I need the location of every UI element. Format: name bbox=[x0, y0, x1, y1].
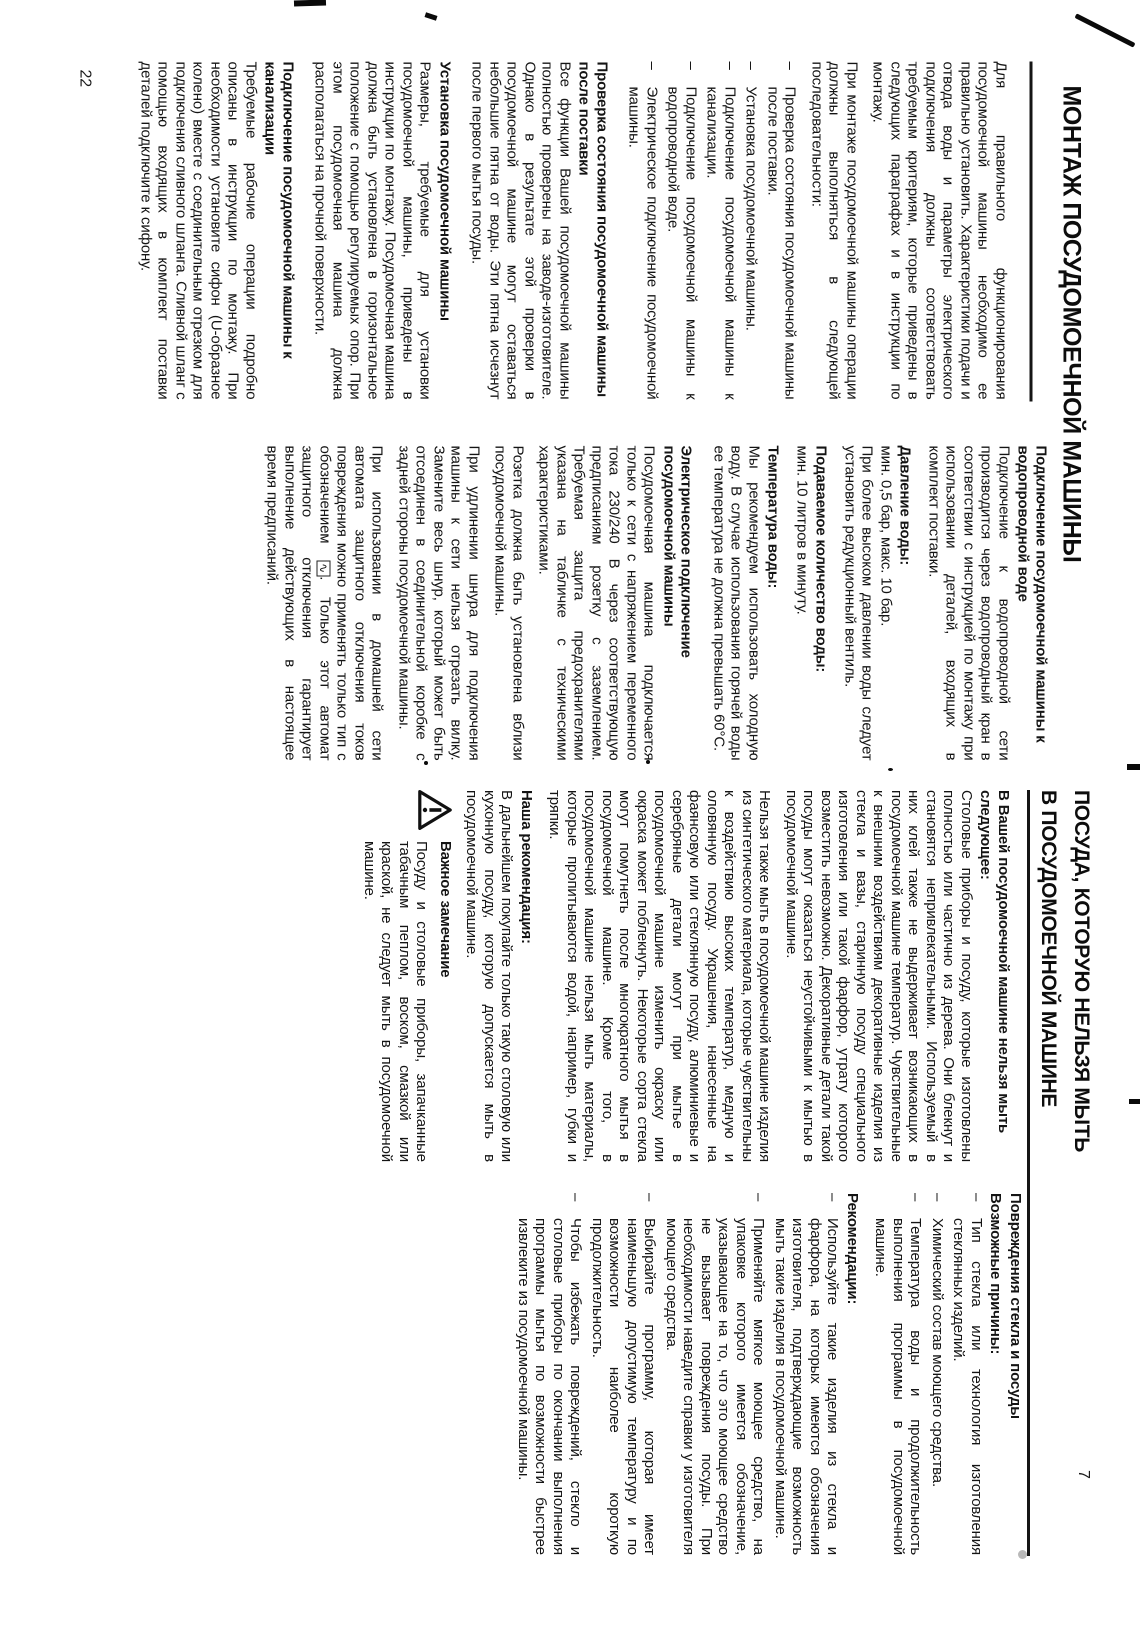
list-item-text: Тип стекла или технология изготовления стеклянных изделий. bbox=[950, 1218, 985, 1555]
list-item-text: Проверка состояния посудомоечной машины после поставки. bbox=[764, 86, 799, 400]
paragraph: Мы рекомендуем использовать холодную воду. В случае использования горячей воды ее температура не должна превышать 60°С. bbox=[710, 445, 763, 761]
page-right-title bbox=[1032, 790, 1098, 1210]
dash-marker: – bbox=[824, 1193, 842, 1202]
paragraph: Требуемые рабочие операции подробно описаны в инструкции по монтажу. При необходимости установите сифон (U-образное колено) вместе с соединительным отрезком для подключения сливного шланга. Сливной шланг с помощью входящих в комплект поставки деталей подключите к сифону. bbox=[137, 61, 260, 400]
list-item-text: Применяйте мягкое моющее средство, на упаковке которого имеется обозначение, указывающее на то, что это моющее средство не вызывает повреждения посуды. При необходимости наведите справки у изготовителя моющего средства. bbox=[663, 1218, 768, 1555]
paragraph-text: . Только этот автомат защитного отключения гарантирует выполнение действующих в настоящее время предписаний. bbox=[264, 445, 334, 761]
scan-artifact bbox=[1129, 1099, 1140, 1104]
dash-list bbox=[872, 1193, 985, 1555]
list-item bbox=[772, 1193, 842, 1555]
paragraph: Нельзя также мыть в посудомоечной машине изделия из синтетического материала, которые чувствительны к воздействию высоких температур, медную и оловянную посуду. Украшения, нанесенные на фаянсовую или стеклянную посуду, алюминиевые и серебряные детали могут при мытье в посудомоечной машине изменить окраску или окраска может поблекнуть. Некоторые сорта стекла могут помутнеть после многократного мытья в посудомоечной машине. Кроме того, в посудомоечной машине нельзя мыть материалы, которые пропитываются водой, например, губки и тряпки. bbox=[546, 790, 774, 1162]
dash-marker: – bbox=[682, 61, 700, 70]
page-left-title-rule bbox=[1030, 62, 1033, 402]
dash-marker: – bbox=[929, 1193, 946, 1202]
page-left-column-2 bbox=[264, 446, 1050, 761]
scan-artifact bbox=[424, 761, 428, 765]
dash-marker: – bbox=[743, 61, 760, 70]
page-right-title-line2: В ПОСУДОМОЕЧНОЙ МАШИНЕ bbox=[1037, 790, 1060, 1108]
page-left-content bbox=[60, 56, 1090, 771]
dash-marker: – bbox=[641, 1193, 659, 1202]
section-heading: Электрическое подключение посудомоечной машины bbox=[660, 445, 695, 658]
warning-icon bbox=[361, 790, 455, 830]
dash-marker: – bbox=[721, 61, 739, 70]
section-heading: Проверка состояния посудомоечной машины после поставки bbox=[576, 61, 611, 398]
paragraph: При удлинении шнура для подключения машины к сети нельзя отрезать вилку. Замените весь шнур, который может быть отсоединен в соединительной коробке с задней стороны посудомоечной машины. bbox=[395, 445, 483, 761]
paragraph: В дальнейшем покупайте только такую столовую или кухонную посуду, которую допускается мыть в посудомоечной машине. bbox=[463, 790, 516, 1162]
sine-wave-in-box-icon: ∿ bbox=[317, 560, 331, 576]
paragraph: Посудомоечная машина подключается только к сети с напряжением переменного тока 230/240 В через соответствующую предписаниям розетку с заземлением. Требуемая защита предохранителями указана на табличке с техническими характеристиками. bbox=[536, 445, 658, 761]
paragraph: Подключение к водопроводной сети производится через водопроводный кран в соответствии с инструкцией по монтажу при использовании деталей, входящих в комплект поставки. bbox=[925, 445, 1013, 761]
paragraph: Для правильного функционирования посудомоечной машины необходимо ее правильно установить. Характеристики подачи и отвода воды и параметры электрического подключения должны соответствовать требуемым критериям, которые приведены в следующих параграфах и в инструкции по монтажу. bbox=[870, 61, 1010, 400]
list-item bbox=[515, 1193, 585, 1555]
list-item-text: Подключение посудомоечной машины к канализации. bbox=[704, 86, 739, 400]
list-item bbox=[665, 62, 700, 400]
paragraph: При монтаже посудомоечной машины операции должны выполняться в следующей последовательности: bbox=[808, 61, 861, 400]
section-heading: Давление воды: bbox=[897, 445, 914, 566]
page-right-column-2 bbox=[515, 1193, 1025, 1555]
paragraph-with-icon bbox=[264, 446, 387, 761]
dash-list bbox=[515, 1193, 842, 1555]
paragraph: мин. 10 литров в минуту. bbox=[793, 445, 811, 615]
section-heading: Рекомендации: bbox=[844, 1193, 861, 1305]
paragraph-text: При использовании в домашней сети автомата защитного отключения токов повреждения можно применять только тип с обозначением bbox=[316, 445, 386, 761]
scan-artifact bbox=[1018, 1550, 1027, 1559]
scan-artifact bbox=[646, 760, 650, 764]
scan-artifact bbox=[1127, 764, 1140, 770]
list-item-text: Используйте такие изделия из стекла и фарфора, на которых имеются обозначения изготовителя, подтверждающие возможность мыть такие изделия в посудомоечной машине. bbox=[772, 1218, 842, 1555]
paragraph: мин. 0,5 бар, макс. 10 бар. bbox=[877, 445, 895, 627]
scan-artifact bbox=[294, 0, 326, 7]
dash-marker: – bbox=[750, 1193, 768, 1202]
dash-list bbox=[626, 62, 800, 400]
dash-marker: – bbox=[782, 61, 799, 70]
important-note-text: Посуду и столовые приборы, запачканные табачным пеплом, воском, смазкой или краской, не следует мыть в посудомоечной машине. bbox=[361, 841, 431, 1162]
page-right-title-line1: ПОСУДА, КОТОРУЮ НЕЛЬЗЯ МЫТЬ bbox=[1070, 790, 1093, 1153]
dash-marker: – bbox=[567, 1193, 585, 1202]
scan-artifact bbox=[888, 768, 893, 771]
page-left bbox=[60, 55, 1090, 770]
important-note-title: Важное замечание bbox=[437, 841, 454, 978]
section-heading: Установка посудомоечной машины bbox=[436, 61, 454, 321]
list-item-text: Химический состав моющего средства. bbox=[929, 1218, 946, 1488]
dash-marker: – bbox=[968, 1193, 985, 1202]
list-item-text: Установка посудомоечной машины. bbox=[743, 86, 760, 331]
list-item bbox=[626, 62, 661, 400]
list-item bbox=[929, 1193, 947, 1555]
paragraph: Размеры, требуемые для установки посудомоечной машины, приведены в инструкции по монтажу. Посудомоечная машина должна быть установлена в горизонтальное положение с помощью регулируемых опор. При этом посудомоечная машина должна располагаться на прочной поверхности. bbox=[312, 61, 434, 400]
list-item-text: Электрическое подключение посудомоечной машины. bbox=[626, 86, 661, 400]
page-number-right: 7 bbox=[1075, 1470, 1092, 1479]
section-heading: Наша рекомендация: bbox=[518, 790, 535, 944]
page-right-title-rule bbox=[1028, 790, 1031, 1556]
paragraph: Столовые приборы и посуду, которые изготовлены полностью или частично из дерева. Они блекнут и становятся непривлекательными. Используемый в них клей также не выдерживает возникающих в посудомоечной машине температур. Чувствительные к внешним воздействиям декоративные изделия из стекла и вазы, старинную посуду специального изготовления или такой фарфор, утрату которого возместить невозможно. Декоративные детали такой посуды могут оказаться неустойчивыми к мытью в посудомоечной машине. bbox=[783, 790, 975, 1162]
dash-marker: – bbox=[643, 61, 661, 70]
paragraph: Розетка должна быть установлена вблизи посудомоечной машины. bbox=[492, 445, 527, 761]
list-item-text: Чтобы избежать повреждений, стекло и столовые приборы по окончании выполнения программы мытья по возможности быстрее извлеките из посудомоечной машины. bbox=[515, 1218, 585, 1555]
list-item bbox=[872, 1193, 925, 1555]
scan-artifact bbox=[425, 12, 438, 20]
paragraph: Все функции Вашей посудомоечной машины полностью проверены на заводе-изготовителе. Однако в результате этой проверки в посудомоечной машине могут оставаться небольшие пятна от воды. Эти пятна исчезнут после первого мытья посуды. bbox=[469, 61, 574, 400]
list-item bbox=[704, 62, 739, 400]
section-heading: Температура воды: bbox=[765, 445, 782, 589]
list-item bbox=[743, 62, 761, 400]
list-item-text: Подключение посудомоечной машины к водопроводной воде. bbox=[665, 86, 700, 400]
page-left-title: МОНТАЖ ПОСУДОМОЕЧНОЙ МАШИНЫ bbox=[1057, 85, 1086, 563]
section-heading: Повреждения стекла и посуды bbox=[1007, 1193, 1024, 1419]
list-item-text: Температура воды и продолжительность выполнения программы в посудомоечной машине. bbox=[872, 1218, 925, 1555]
list-item bbox=[950, 1193, 985, 1555]
important-note bbox=[361, 790, 455, 1162]
list-item bbox=[589, 1193, 659, 1555]
page-right bbox=[250, 778, 1100, 1578]
scan-artifact bbox=[1074, 13, 1135, 47]
page-right-content bbox=[250, 778, 1100, 1578]
page-right-column-1 bbox=[361, 790, 1013, 1162]
page-left-column-1 bbox=[137, 62, 1010, 400]
dash-marker: – bbox=[907, 1193, 925, 1202]
section-heading: Подаваемое количество воды: bbox=[813, 445, 830, 673]
paragraph: При более высоком давлении воды следует установить редукционный вентиль. bbox=[841, 445, 876, 761]
list-item bbox=[764, 62, 799, 400]
section-heading: Подключение посудомоечной машины к канализации bbox=[262, 61, 297, 359]
list-item bbox=[663, 1193, 768, 1555]
list-item-text: Выбирайте программу, которая имеет наименьшую допустимую температуру и по возможности наиболее короткую продолжительность. bbox=[589, 1218, 659, 1555]
section-heading: Подключение посудомоечной машины к водопроводной воде bbox=[1015, 445, 1050, 743]
page-number-left: 22 bbox=[76, 69, 94, 87]
section-heading: Возможные причины: bbox=[987, 1193, 1005, 1355]
section-heading: В Вашей посудомоечной машине нельзя мыть следующее: bbox=[977, 790, 1012, 1134]
